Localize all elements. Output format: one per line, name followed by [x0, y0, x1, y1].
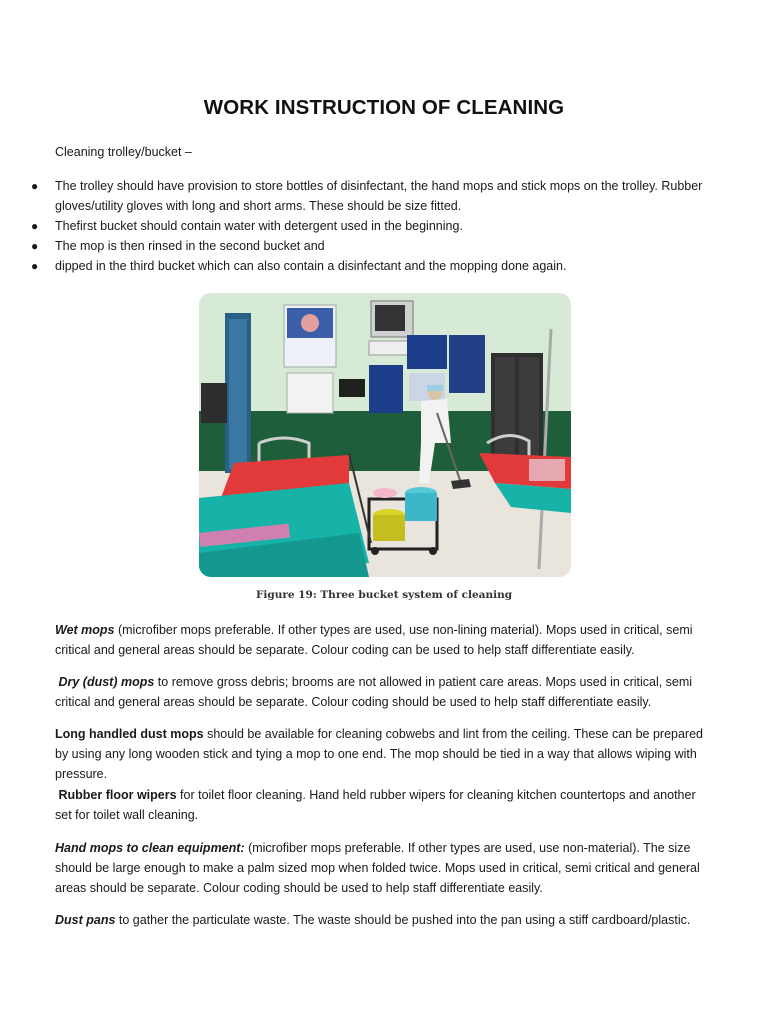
- paragraph-text: (microfiber mops preferable. If other types are used, use non-material). The size should be large enough to make a palm sized mop when folded twice. Mops used in critical, semi critical and general areas should be separate. Colour coding should be used to help staff differentiate easily.: [55, 841, 700, 895]
- hospital-room-illustration: [199, 293, 571, 577]
- paragraph-text: (microfiber mops preferable. If other types are used, use non-lining material). Mops used in critical, semi critical and general areas should be separate. Colour coding can be used to help staff differentiate easily.: [55, 623, 693, 657]
- bullet-icon: ●: [31, 219, 39, 233]
- paragraph-lead: Dry (dust) mops: [58, 675, 155, 689]
- paragraph-text: to gather the particulate waste. The waste should be pushed into the pan using a stiff cardboard/plastic.: [115, 913, 691, 927]
- paragraph-lead: Dust pans: [55, 913, 116, 927]
- bullet-icon: ●: [31, 259, 39, 273]
- paragraph-long-handled: [55, 724, 715, 784]
- list-item-text: dipped in the third bucket which can also contain a disinfectant and the mopping done again.: [55, 259, 567, 273]
- list-item: [28, 176, 718, 216]
- paragraph-lead: Hand mops to clean equipment:: [55, 841, 245, 855]
- bullet-list: [28, 176, 718, 276]
- paragraph-dust-pans: [55, 910, 715, 930]
- paragraph-lead: Rubber floor wipers: [58, 788, 177, 802]
- page-title: WORK INSTRUCTION OF CLEANING: [203, 96, 565, 119]
- cleaning-photo: [199, 293, 571, 577]
- paragraph-dry-mops: [55, 672, 715, 712]
- list-item: [28, 236, 718, 256]
- list-item-text: Thefirst bucket should contain water with detergent used in the beginning.: [55, 219, 463, 233]
- list-item-text: The mop is then rinsed in the second bucket and: [55, 239, 325, 253]
- paragraph-lead: Wet mops: [55, 623, 115, 637]
- paragraph-text: should be available for cleaning cobwebs and lint from the ceiling. These can be prepared by using any long wooden stick and tying a mop to one end. The mop should be tied in a way that allows wiping with pressure.: [55, 727, 703, 781]
- list-item: [28, 216, 718, 236]
- paragraph-lead: Long handled dust mops: [55, 727, 204, 741]
- paragraph-hand-mops: [55, 838, 715, 898]
- section-subheading: Cleaning trolley/bucket –: [55, 145, 192, 159]
- bullet-icon: ●: [31, 239, 39, 253]
- figure-caption: Figure 19: Three bucket system of cleaning: [255, 589, 513, 601]
- paragraph-text: for toilet floor cleaning. Hand held rubber wipers for cleaning kitchen countertops and another set for toilet wall cleaning.: [55, 788, 696, 822]
- paragraph-text: to remove gross debris; brooms are not allowed in patient care areas. Mops used in critical, semi critical and general areas should be separate. Colour coding should be used to help staff differentiate easily.: [55, 675, 693, 709]
- paragraph-wet-mops: [55, 620, 715, 660]
- list-item: [28, 256, 718, 276]
- list-item-text: The trolley should have provision to store bottles of disinfectant, the hand mops and stick mops on the trolley. Rubber gloves/utility gloves with long and short arms. These should be size fitted.: [55, 179, 703, 213]
- bullet-icon: ●: [31, 179, 39, 193]
- paragraph-rubber-wipers: [55, 785, 715, 825]
